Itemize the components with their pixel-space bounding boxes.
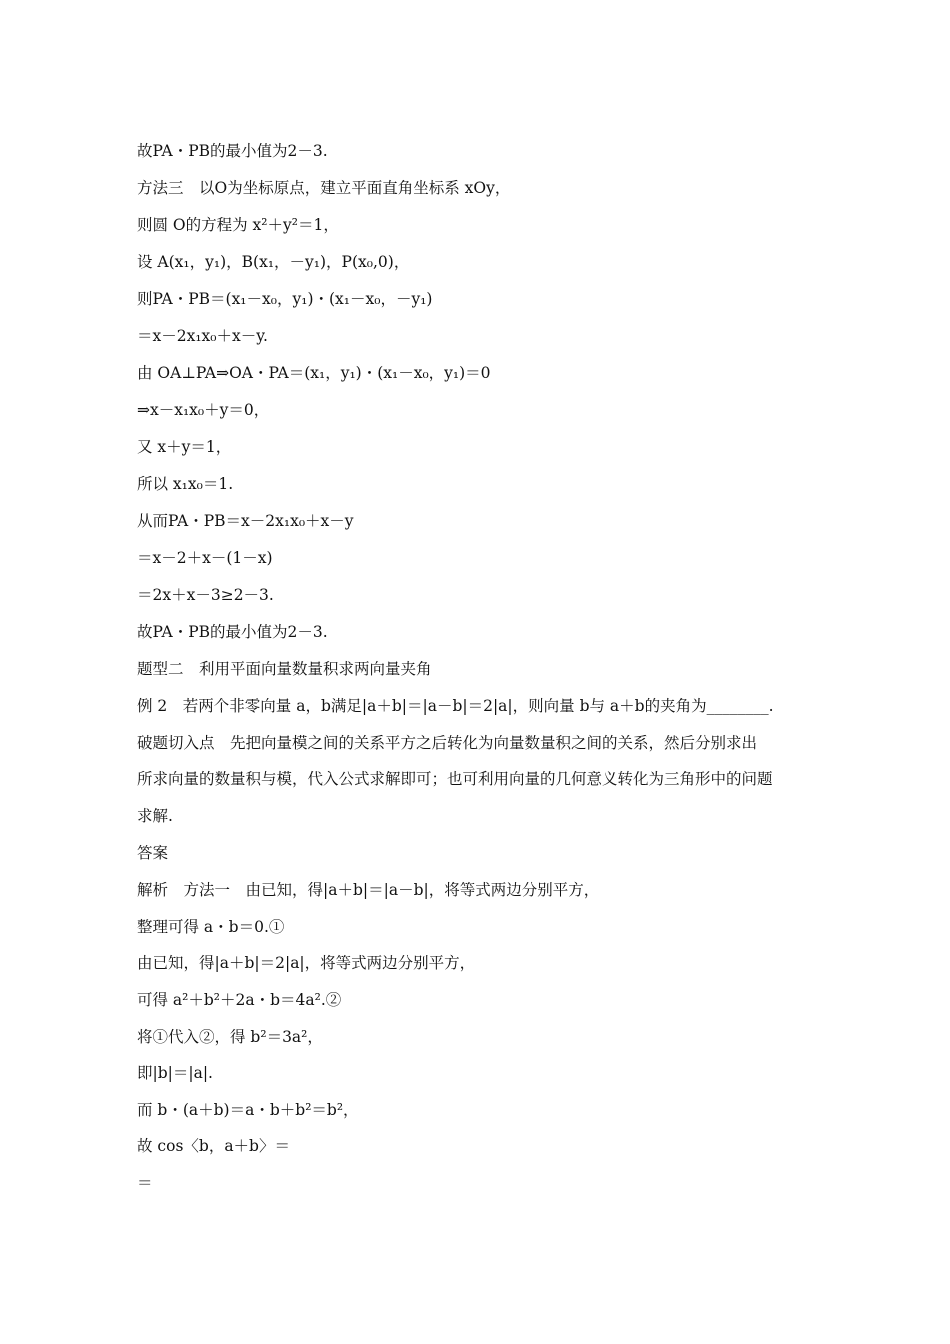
text-line: 故PA・PB的最小值为2－3. — [137, 142, 328, 160]
text-line: 求解. — [137, 807, 173, 825]
text-line: 从而PA・PB＝x－2x₁x₀＋x－y — [137, 512, 354, 530]
text-line: 解析 方法一 由已知，得|a＋b|＝|a－b|，将等式两边分别平方， — [137, 881, 600, 899]
text-line: 由已知，得|a＋b|＝2|a|，将等式两边分别平方， — [137, 954, 476, 972]
text-line: 整理可得 a・b＝0.① — [137, 918, 285, 936]
text-line: ＝ — [137, 1174, 153, 1192]
text-line: 故 cos〈b，a＋b〉＝ — [137, 1137, 290, 1155]
section-heading: 题型二 利用平面向量数量积求两向量夹角 — [137, 660, 432, 678]
text-line: 方法三 以O为坐标原点，建立平面直角坐标系 xOy， — [137, 179, 511, 197]
text-line: 而 b・(a＋b)＝a・b＋b²＝b²， — [137, 1101, 359, 1119]
text-line: 由 OA⊥PA⇒OA・PA＝(x₁，y₁)・(x₁－x₀，y₁)＝0 — [137, 364, 491, 382]
text-line: 即|b|＝|a|. — [137, 1064, 213, 1082]
example-problem: 例 2 若两个非零向量 a，b满足|a＋b|＝|a－b|＝2|a|，则向量 b与 a＋b的夹角为________. — [137, 697, 774, 715]
text-line: 设 A(x₁，y₁)，B(x₁，－y₁)，P(x₀,0)， — [137, 253, 410, 271]
text-line: ＝2x＋x－3≥2－3. — [137, 586, 274, 604]
text-line: 故PA・PB的最小值为2－3. — [137, 623, 328, 641]
text-line: 所以 x₁x₀＝1. — [137, 475, 234, 493]
text-line: 则PA・PB＝(x₁－x₀，y₁)・(x₁－x₀，－y₁) — [137, 290, 433, 308]
text-line: 所求向量的数量积与模，代入公式求解即可；也可利用向量的几何意义转化为三角形中的问题 — [137, 770, 773, 788]
text-line: 将①代入②，得 b²＝3a²， — [137, 1028, 323, 1046]
text-line: 又 x＋y＝1， — [137, 438, 232, 456]
text-line: ＝x－2＋x－(1－x) — [137, 549, 273, 567]
text-line: 可得 a²＋b²＋2a・b＝4a².② — [137, 991, 342, 1009]
text-line: 则圆 O的方程为 x²＋y²＝1， — [137, 216, 339, 234]
text-line: ⇒x－x₁x₀＋y＝0， — [137, 401, 270, 419]
answer-label: 答案 — [137, 844, 169, 862]
text-line: ＝x－2x₁x₀＋x－y. — [137, 327, 268, 345]
text-line: 破题切入点 先把向量模之间的关系平方之后转化为向量数量积之间的关系，然后分别求出 — [137, 734, 758, 752]
